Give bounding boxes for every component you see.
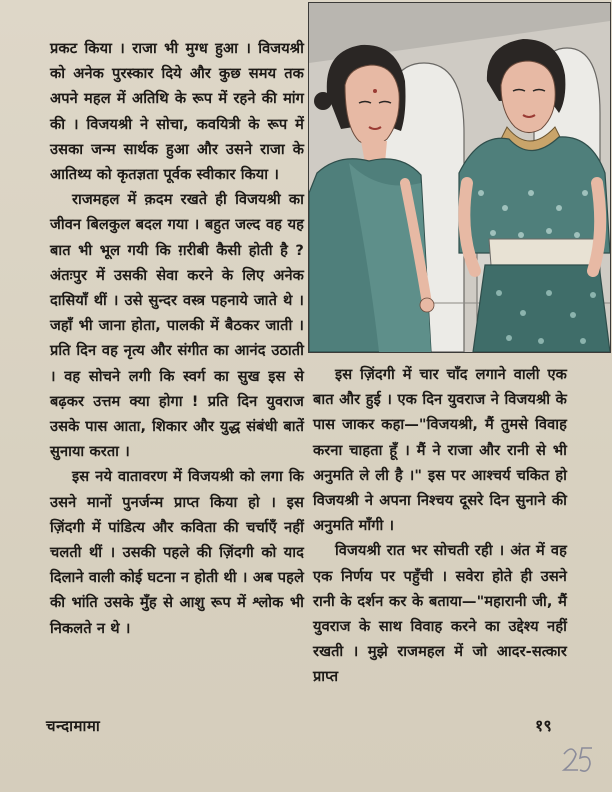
paragraph: इस नये वातावरण में विजयश्री को लगा कि उसने मानों पुनर्जन्म प्राप्त किया हो । इस ज़िंदगी में पांडित्य और कविता की चर्चाएँ नहीं चलती थीं । उसकी पहले की ज़िंदगी को याद दिलाने वाली कोई घटना न होती थी । अब पहले की भांति उसके मुँह से आशु रूप में श्लोक भी निकलते न थे । — [50, 468, 304, 637]
story-illustration — [308, 2, 611, 353]
page-number: १९ — [535, 716, 552, 735]
handwritten-page-mark — [558, 742, 598, 782]
left-text-column — [50, 36, 304, 641]
right-text-column — [313, 362, 567, 690]
paragraph: इस ज़िंदगी में चार चाँद लगाने वाली एक बात और हुई । एक दिन युवराज ने विजयश्री के पास जाकर कहा—"विजयश्री, मैं तुमसे विवाह करना चाहता हूँ । मैं ने राजा और रानी से भी अनुमति ले ली है ।" इस पर आश्चर्य चकित हो विजयश्री ने अपना निश्चय दूसरे दिन सुनाने की अनुमति माँगी । — [313, 366, 567, 535]
magazine-name: चन्दामामा — [46, 717, 101, 735]
paragraph: प्रकट किया । राजा भी मुग्ध हुआ । विजयश्री को अनेक पुरस्कार दिये और कुछ समय तक अपने महल में अतिथि के रूप में रहने की मांग की । विजयश्री ने सोचा, कवयित्री के रूप में उसका जन्म सार्थक हुआ और उसने राजा के आतिथ्य को कृतज्ञता पूर्वक स्वीकार किया । — [50, 40, 304, 184]
paragraph: विजयश्री रात भर सोचती रही । अंत में वह एक निर्णय पर पहुँची । सवेरा होते ही उसने रानी के दर्शन कर के बताया—"महारानी जी, मैं युवराज के साथ विवाह करने का उद्देश्य नहीं रखती । मुझे राजमहल में जो आदर-सत्कार प्राप्त — [313, 542, 567, 686]
paragraph: राजमहल में क़दम रखते ही विजयश्री का जीवन बिलकुल बदल गया । बहुत जल्द वह यह बात भी भूल गयी कि ग़रीबी कैसी होती है ? अंतःपुर में उसकी सेवा करने के लिए अनेक दासियाँ थीं । उसे सुन्दर वस्त्र पहनाये जाते थे । जहाँ भी जाना होता, पालकी में बैठकर जाती । प्रति दिन वह नृत्य और संगीत का आनंद उठाती । वह सोचने लगी कि स्वर्ग का सुख इस से बढ़कर उत्तम क्या होगा ! प्रति दिन युवराज उसके पास आता, शिकार और युद्ध संबंधी बातें सुनाया करता । — [50, 191, 304, 461]
